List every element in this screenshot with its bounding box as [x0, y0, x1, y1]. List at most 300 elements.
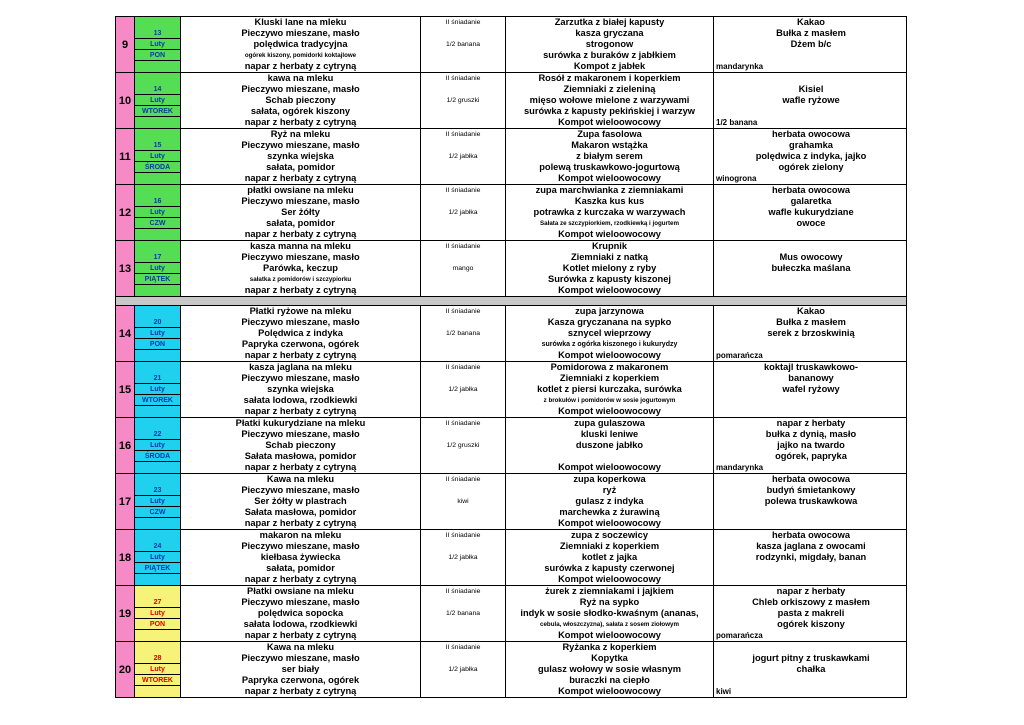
lunch-cell: zupa marchwianka z ziemniakami — [506, 185, 714, 196]
day-number: 10 — [116, 73, 135, 128]
dinner-cell: koktajl truskawkowo- — [763, 362, 859, 372]
dinner-cell: Dżem b/c — [790, 39, 832, 49]
lunch-cell: Kompot wieloowocowy — [506, 630, 714, 641]
snack-cell: II śniadanie — [421, 362, 506, 373]
breakfast-cell: Pieczywo mieszane, masło — [181, 317, 421, 328]
breakfast-cell: Parówka, keczup — [181, 263, 421, 274]
date-spacer — [135, 474, 180, 485]
breakfast-cell: Polędwica z indyka — [181, 328, 421, 339]
week-separator — [115, 296, 907, 305]
dinner-cell: chałka — [796, 664, 826, 674]
breakfast-cell: sałata, pomidor — [181, 162, 421, 173]
day-block — [115, 641, 907, 698]
weekday-value: CZW — [135, 507, 180, 518]
breakfast-cell: Kawa na mleku — [181, 474, 421, 485]
lunch-cell: indyk w sosie słodko-kwaśnym (ananas, — [506, 608, 714, 619]
dinner-cell: Kisiel — [798, 84, 824, 94]
breakfast-cell: napar z herbaty z cytryną — [181, 518, 421, 529]
snack-cell — [421, 619, 506, 630]
dinner-cell — [714, 285, 908, 296]
breakfast-cell: napar z herbaty z cytryną — [181, 350, 421, 361]
snack-cell: 1/2 jabłka — [421, 664, 506, 675]
day-block — [115, 361, 907, 417]
weekday-value: PON — [135, 339, 180, 350]
dinner-cell: wafle ryżowe — [782, 95, 840, 105]
date-spacer — [135, 17, 180, 28]
lunch-cell: Zarzutka z białej kapusty — [506, 17, 714, 28]
date-value: 28 — [135, 653, 180, 664]
breakfast-cell: Sałata masłowa, pomidor — [181, 507, 421, 518]
dinner-cell — [714, 406, 908, 417]
day-number: 17 — [116, 474, 135, 529]
month-value: Luty — [135, 151, 180, 162]
dinner-cell: bananowy — [788, 373, 834, 383]
weekday-value: WTOREK — [135, 106, 180, 117]
breakfast-cell: szynka wiejska — [181, 151, 421, 162]
breakfast-cell: Płatki kukurydziane na mleku — [181, 418, 421, 429]
dinner-cell: rodzynki, migdały, banan — [755, 552, 867, 562]
day-number: 19 — [116, 586, 135, 641]
month-value: Luty — [135, 608, 180, 619]
day-block — [115, 473, 907, 529]
snack-cell — [421, 541, 506, 552]
dinner-cell: winogrona — [716, 174, 757, 183]
snack-cell — [421, 252, 506, 263]
day-number: 11 — [116, 129, 135, 184]
date-spacer — [135, 642, 180, 653]
snack-cell — [421, 395, 506, 406]
lunch-cell: ryż — [506, 485, 714, 496]
date-spacer — [135, 574, 180, 585]
lunch-cell: marchewka z żurawiną — [506, 507, 714, 518]
breakfast-cell: Papryka czerwona, ogórek — [181, 339, 421, 350]
breakfast-cell: napar z herbaty z cytryną — [181, 686, 421, 697]
date-spacer — [135, 530, 180, 541]
snack-cell — [421, 173, 506, 184]
dinner-cell: owoce — [796, 218, 826, 228]
snack-cell: 1/2 jabłka — [421, 151, 506, 162]
lunch-cell: kotlet z jajka — [506, 552, 714, 563]
day-block — [115, 417, 907, 473]
lunch-cell: Kompot wieloowocowy — [506, 406, 714, 417]
dinner-cell: napar z herbaty — [776, 418, 846, 428]
date-column — [135, 530, 181, 585]
date-value: 17 — [135, 252, 180, 263]
weekday-value: PIĄTEK — [135, 563, 180, 574]
date-column — [135, 362, 181, 417]
dinner-cell: polędwica z indyka, jajko — [755, 151, 867, 161]
lunch-cell: gulasz wołowy w sosie własnym — [506, 664, 714, 675]
dinner-cell: serek z brzoskwinią — [767, 328, 855, 338]
date-spacer — [135, 173, 180, 184]
snack-cell — [421, 140, 506, 151]
snack-cell — [421, 574, 506, 585]
breakfast-cell: Kawa na mleku — [181, 642, 421, 653]
lunch-cell: zupa z soczewicy — [506, 530, 714, 541]
lunch-cell: Zupa fasolowa — [506, 129, 714, 140]
date-spacer — [135, 630, 180, 641]
snack-cell — [421, 675, 506, 686]
snack-cell: II śniadanie — [421, 586, 506, 597]
breakfast-cell: szynka wiejska — [181, 384, 421, 395]
snack-cell: II śniadanie — [421, 642, 506, 653]
day-block — [115, 585, 907, 641]
day-block — [115, 529, 907, 585]
lunch-cell: Ziemniaki z koperkiem — [506, 373, 714, 384]
snack-cell — [421, 285, 506, 296]
month-value: Luty — [135, 207, 180, 218]
date-spacer — [135, 418, 180, 429]
day-block — [115, 72, 907, 128]
breakfast-cell: napar z herbaty z cytryną — [181, 462, 421, 473]
month-value: Luty — [135, 328, 180, 339]
breakfast-cell: sałata, ogórek kiszony — [181, 106, 421, 117]
date-value: 22 — [135, 429, 180, 440]
date-spacer — [135, 362, 180, 373]
date-value: 13 — [135, 28, 180, 39]
date-value: 20 — [135, 317, 180, 328]
dinner-cell: napar z herbaty — [776, 586, 846, 596]
breakfast-cell: napar z herbaty z cytryną — [181, 285, 421, 296]
breakfast-cell: Sałata masłowa, pomidor — [181, 451, 421, 462]
snack-cell — [421, 451, 506, 462]
lunch-cell: Kotlet mielony z ryby — [506, 263, 714, 274]
dinner-cell — [714, 395, 908, 406]
snack-cell — [421, 339, 506, 350]
date-spacer — [135, 462, 180, 473]
dinner-cell: budyń śmietankowy — [766, 485, 856, 495]
breakfast-cell: Schab pieczony — [181, 95, 421, 106]
weekday-value: ŚRODA — [135, 162, 180, 173]
snack-cell: II śniadanie — [421, 306, 506, 317]
weekday-value: CZW — [135, 218, 180, 229]
breakfast-cell: Pieczywo mieszane, masło — [181, 485, 421, 496]
breakfast-cell: Kluski lane na mleku — [181, 17, 421, 28]
date-value: 23 — [135, 485, 180, 496]
date-spacer — [135, 117, 180, 128]
lunch-cell: Kompot wieloowocowy — [506, 462, 714, 473]
lunch-cell: potrawka z kurczaka w warzywach — [506, 207, 714, 218]
dinner-cell: wafle kukurydziane — [768, 207, 854, 217]
lunch-cell: gulasz z indyka — [506, 496, 714, 507]
lunch-cell: Ryżanka z koperkiem — [506, 642, 714, 653]
breakfast-cell: płatki owsiane na mleku — [181, 185, 421, 196]
lunch-cell: Kompot wieloowocowy — [506, 574, 714, 585]
snack-cell — [421, 653, 506, 664]
date-column — [135, 129, 181, 184]
dinner-cell: grahamka — [789, 140, 833, 150]
date-column — [135, 241, 181, 296]
snack-cell — [421, 50, 506, 61]
lunch-cell: surówka z ogórka kiszonego i kukurydzy — [506, 339, 714, 350]
month-value: Luty — [135, 384, 180, 395]
lunch-cell: Kompot wieloowocowy — [506, 229, 714, 240]
lunch-cell: Ziemniaki z koperkiem — [506, 541, 714, 552]
month-value: Luty — [135, 263, 180, 274]
lunch-cell: Kompot wieloowocowy — [506, 285, 714, 296]
lunch-cell: Kopytka — [506, 653, 714, 664]
dinner-cell — [714, 106, 908, 117]
lunch-cell: żurek z ziemniakami i jajkiem — [506, 586, 714, 597]
dinner-cell: herbata owocowa — [771, 185, 850, 195]
dinner-cell: Chleb orkiszowy z masłem — [752, 597, 870, 607]
breakfast-cell: Ser żółty — [181, 207, 421, 218]
dinner-cell: pomarańcza — [716, 631, 763, 640]
breakfast-cell: Schab pieczony — [181, 440, 421, 451]
lunch-cell: Kompot wieloowocowy — [506, 117, 714, 128]
day-block — [115, 128, 907, 184]
snack-cell: II śniadanie — [421, 185, 506, 196]
snack-cell — [421, 597, 506, 608]
date-column — [135, 418, 181, 473]
dinner-cell — [714, 73, 908, 84]
breakfast-cell: ogórek kiszony, pomidorki koktajlowe — [181, 50, 421, 61]
snack-cell: 1/2 banana — [421, 39, 506, 50]
lunch-cell: duszone jabłko — [506, 440, 714, 451]
lunch-cell: Kompot wieloowocowy — [506, 350, 714, 361]
snack-cell — [421, 117, 506, 128]
dinner-cell — [714, 241, 908, 252]
date-spacer — [135, 285, 180, 296]
lunch-cell: kasza gryczana — [506, 28, 714, 39]
breakfast-cell: Pieczywo mieszane, masło — [181, 84, 421, 95]
snack-cell: II śniadanie — [421, 241, 506, 252]
month-value: Luty — [135, 664, 180, 675]
breakfast-cell: Pieczywo mieszane, masło — [181, 196, 421, 207]
date-value: 21 — [135, 373, 180, 384]
snack-cell: 1/2 gruszki — [421, 95, 506, 106]
day-number: 12 — [116, 185, 135, 240]
breakfast-cell: kawa na mleku — [181, 73, 421, 84]
breakfast-cell: sałatka z pomidorów i szczypiorku — [181, 274, 421, 285]
date-spacer — [135, 518, 180, 529]
date-spacer — [135, 129, 180, 140]
breakfast-cell: Pieczywo mieszane, masło — [181, 140, 421, 151]
dinner-cell — [714, 642, 908, 653]
day-number: 9 — [116, 17, 135, 72]
dinner-cell: ogórek kiszony — [777, 619, 845, 629]
date-spacer — [135, 185, 180, 196]
dinner-cell — [714, 507, 908, 518]
date-spacer — [135, 241, 180, 252]
date-spacer — [135, 586, 180, 597]
breakfast-cell: polędwica sopocka — [181, 608, 421, 619]
breakfast-cell: kiełbasa żywiecka — [181, 552, 421, 563]
date-value: 15 — [135, 140, 180, 151]
lunch-cell: mięso wołowe mielone z warzywami — [506, 95, 714, 106]
dinner-cell — [714, 563, 908, 574]
dinner-cell: polewa truskawkowa — [764, 496, 858, 506]
day-block — [115, 305, 907, 361]
date-spacer — [135, 350, 180, 361]
breakfast-cell: polędwica tradycyjna — [181, 39, 421, 50]
dinner-cell — [714, 50, 908, 61]
breakfast-cell: napar z herbaty z cytryną — [181, 574, 421, 585]
breakfast-cell: Pieczywo mieszane, masło — [181, 653, 421, 664]
date-column — [135, 306, 181, 361]
lunch-cell: Kompot z jabłek — [506, 61, 714, 72]
lunch-cell: kotlet z piersi kurczaka, surówka — [506, 384, 714, 395]
lunch-cell: cebula, włoszczyzna), sałata z sosem ziołowym — [506, 619, 714, 630]
breakfast-cell: sałata lodowa, rzodkiewki — [181, 395, 421, 406]
snack-cell: II śniadanie — [421, 73, 506, 84]
breakfast-cell: napar z herbaty z cytryną — [181, 61, 421, 72]
breakfast-cell: Pieczywo mieszane, masło — [181, 597, 421, 608]
breakfast-cell: napar z herbaty z cytryną — [181, 117, 421, 128]
dinner-cell: ogórek zielony — [778, 162, 844, 172]
lunch-cell: Rosół z makaronem i koperkiem — [506, 73, 714, 84]
lunch-cell: Surówka z kapusty kiszonej — [506, 274, 714, 285]
dinner-cell: mandarynka — [716, 62, 764, 71]
lunch-cell: Krupnik — [506, 241, 714, 252]
snack-cell: II śniadanie — [421, 530, 506, 541]
snack-cell: 1/2 jabłka — [421, 552, 506, 563]
date-spacer — [135, 686, 180, 697]
dinner-cell: Kakao — [797, 306, 825, 316]
snack-cell — [421, 485, 506, 496]
breakfast-cell: kasza manna na mleku — [181, 241, 421, 252]
snack-cell: 1/2 jabłka — [421, 207, 506, 218]
snack-cell — [421, 462, 506, 473]
date-spacer — [135, 61, 180, 72]
lunch-cell: surówka z kapusty pekińskiej i warzyw — [506, 106, 714, 117]
day-number: 16 — [116, 418, 135, 473]
dinner-cell: Mus owocowy — [779, 252, 843, 262]
breakfast-cell: Płatki owsiane na mleku — [181, 586, 421, 597]
lunch-cell: z białym serem — [506, 151, 714, 162]
breakfast-cell: sałata lodowa, rzodkiewki — [181, 619, 421, 630]
day-number: 13 — [116, 241, 135, 296]
lunch-cell: Kaszka kus kus — [506, 196, 714, 207]
snack-cell — [421, 350, 506, 361]
lunch-cell: Ryż na sypko — [506, 597, 714, 608]
snack-cell — [421, 373, 506, 384]
snack-cell: II śniadanie — [421, 129, 506, 140]
breakfast-cell: Ser żółty w plastrach — [181, 496, 421, 507]
snack-cell — [421, 274, 506, 285]
snack-cell — [421, 630, 506, 641]
dinner-cell: wafel ryżowy — [782, 384, 840, 394]
dinner-cell: bułeczka maślana — [771, 263, 851, 273]
breakfast-cell: Pieczywo mieszane, masło — [181, 28, 421, 39]
lunch-cell: Kasza gryczanana na sypko — [506, 317, 714, 328]
snack-cell — [421, 218, 506, 229]
lunch-cell: surówka z buraków z jabłkiem — [506, 50, 714, 61]
dinner-cell: Bułka z masłem — [776, 317, 846, 327]
snack-cell — [421, 429, 506, 440]
snack-cell: II śniadanie — [421, 474, 506, 485]
breakfast-cell: Ryż na mleku — [181, 129, 421, 140]
lunch-cell: Makaron wstążka — [506, 140, 714, 151]
date-column — [135, 642, 181, 697]
lunch-cell: Kompot wieloowocowy — [506, 686, 714, 697]
dinner-cell: kiwi — [716, 687, 732, 696]
weekday-value: ŚRODA — [135, 451, 180, 462]
snack-cell: 1/2 banana — [421, 608, 506, 619]
snack-cell: kiwi — [421, 496, 506, 507]
snack-cell — [421, 406, 506, 417]
dinner-cell: Bułka z masłem — [776, 28, 846, 38]
lunch-cell: buraczki na ciepło — [506, 675, 714, 686]
dinner-cell: 1/2 banana — [716, 118, 758, 127]
date-value: 27 — [135, 597, 180, 608]
weekday-value: PON — [135, 619, 180, 630]
breakfast-cell: kasza jaglana na mleku — [181, 362, 421, 373]
date-value: 24 — [135, 541, 180, 552]
dinner-cell: herbata owocowa — [771, 129, 850, 139]
breakfast-cell: sałata, pomidor — [181, 563, 421, 574]
dinner-cell: Kakao — [797, 17, 825, 27]
dinner-cell: herbata owocowa — [771, 474, 850, 484]
lunch-cell: zupa koperkowa — [506, 474, 714, 485]
month-value: Luty — [135, 95, 180, 106]
dinner-cell: herbata owocowa — [771, 530, 850, 540]
breakfast-cell: napar z herbaty z cytryną — [181, 406, 421, 417]
lunch-cell: sznycel wieprzowy — [506, 328, 714, 339]
date-value: 14 — [135, 84, 180, 95]
dinner-cell: kasza jaglana z owocami — [756, 541, 866, 551]
lunch-cell: Kompot wieloowocowy — [506, 518, 714, 529]
dinner-cell — [714, 574, 908, 585]
breakfast-cell: makaron na mleku — [181, 530, 421, 541]
snack-cell — [421, 686, 506, 697]
dinner-cell — [714, 675, 908, 686]
lunch-cell: polewą truskawkowo-jogurtową — [506, 162, 714, 173]
date-spacer — [135, 306, 180, 317]
month-value: Luty — [135, 552, 180, 563]
day-block — [115, 240, 907, 296]
snack-cell — [421, 196, 506, 207]
date-column — [135, 586, 181, 641]
date-column — [135, 17, 181, 72]
breakfast-cell: ser biały — [181, 664, 421, 675]
dinner-cell — [714, 518, 908, 529]
snack-cell — [421, 229, 506, 240]
snack-cell: 1/2 banana — [421, 328, 506, 339]
lunch-cell: zupa jarzynowa — [506, 306, 714, 317]
lunch-cell: Ziemniaki z zieleniną — [506, 84, 714, 95]
dinner-cell — [714, 274, 908, 285]
breakfast-cell: napar z herbaty z cytryną — [181, 173, 421, 184]
date-value: 16 — [135, 196, 180, 207]
snack-cell — [421, 61, 506, 72]
snack-cell — [421, 106, 506, 117]
lunch-cell: zupa gulaszowa — [506, 418, 714, 429]
date-column — [135, 185, 181, 240]
dinner-cell: pomarańcza — [716, 351, 763, 360]
dinner-cell: mandarynka — [716, 463, 764, 472]
snack-cell: 1/2 jabłka — [421, 384, 506, 395]
day-number: 15 — [116, 362, 135, 417]
date-spacer — [135, 229, 180, 240]
lunch-cell: kluski leniwe — [506, 429, 714, 440]
breakfast-cell: Płatki ryżowe na mleku — [181, 306, 421, 317]
snack-cell — [421, 84, 506, 95]
snack-cell: II śniadanie — [421, 418, 506, 429]
lunch-cell: strogonow — [506, 39, 714, 50]
lunch-cell: surówka z kapusty czerwonej — [506, 563, 714, 574]
snack-cell — [421, 28, 506, 39]
breakfast-cell: sałata, pomidor — [181, 218, 421, 229]
day-number: 18 — [116, 530, 135, 585]
weekday-value: WTOREK — [135, 395, 180, 406]
breakfast-cell: Pieczywo mieszane, masło — [181, 541, 421, 552]
snack-cell — [421, 563, 506, 574]
weekday-value: WTOREK — [135, 675, 180, 686]
menu-sheet — [115, 16, 907, 698]
day-number: 14 — [116, 306, 135, 361]
lunch-cell: Sałata ze szczypiorkiem, rzodkiewką i jogurtem — [506, 218, 714, 229]
